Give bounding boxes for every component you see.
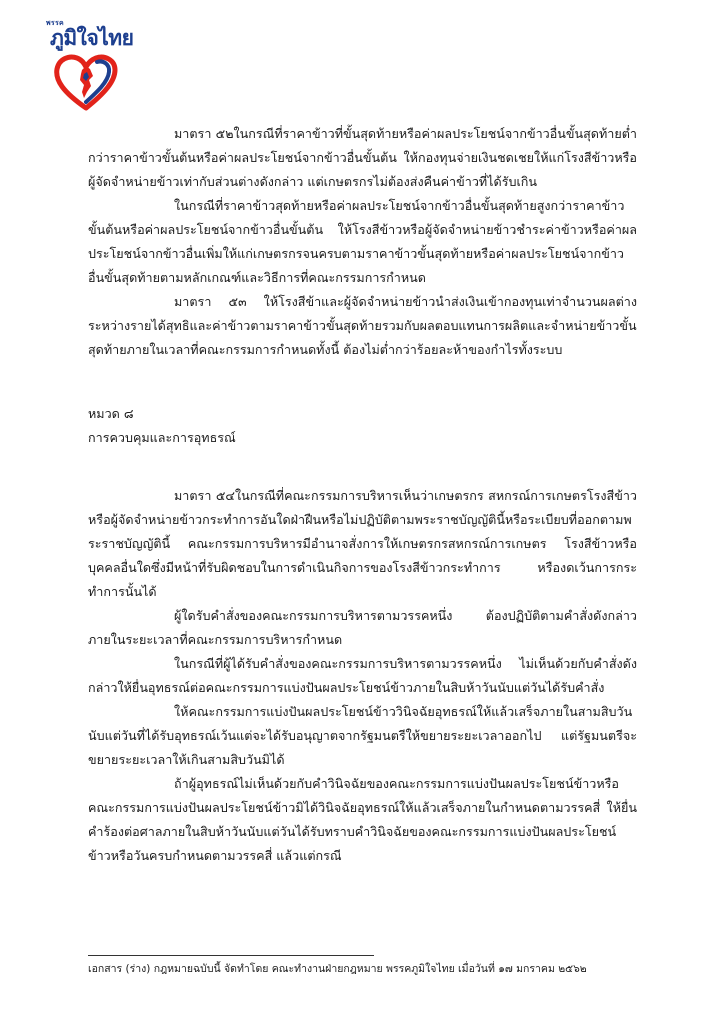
- chapter-title: การควบคุมและการอุทธรณ์: [88, 430, 236, 445]
- section-54-fourth-paragraph: ให้คณะกรรมการแบ่งปันผลประโยชน์ข้าววินิจฉัยอุทธรณ์ให้แล้วเสร็จภายในสามสิบวันนับแต่วันที่ได้รับอุทธรณ์เว้นแต่จะได้รับอนุญาตจากรัฐมนตรีให้ขยายระยะเวลาออกไป แต่รัฐมนตรีจะขยายระยะเวลาให้เกินสามสิบวันมิได้: [88, 704, 637, 767]
- section-53-paragraph: มาตรา ๕๓ ให้โรงสีข้าและผู้จัดจำหน่ายข้าวนำส่งเงินเข้ากองทุนเท่าจำนวนผลต่างระหว่างรายได้สุทธิและค่าข้าวตามราคาข้าวขั้นสุดท้ายรวมกับผลตอบแทนการผลิตและจำหน่ายข้าวขั้นสุดท้ายภายในเวลาที่คณะกรรมการกำหนดทั้งนี้ ต้องไม่ต่ำกว่าร้อยละห้าของกำไรทั้งระบบ: [88, 294, 637, 357]
- section-54-paragraph: มาตรา ๕๔ในกรณีที่คณะกรรมการบริหารเห็นว่าเกษตรกร สหกรณ์การเกษตรโรงสีข้าวหรือผู้จัดจำหน่ายข้าวกระทำการอันใดฝ่าฝืนหรือไม่ปฏิบัติตามพระราชบัญญัตินี้หรือระเบียบที่ออกตามพระราชบัญญัตินี้ คณะกรรมการบริหารมีอำนาจสั่งการให้เกษตรกรสหกรณ์การเกษตร โรงสีข้าวหรือบุคคลอื่นใดซึ่งมีหน้าที่รับผิดชอบในการดำเนินกิจการของโรงสีข้าวกระทำการ หรืองดเว้นการกระทำการนั้นได้: [88, 488, 637, 599]
- logo-small-text: พรรค: [46, 19, 65, 27]
- section-52-paragraph: มาตรา ๕๒ในกรณีที่ราคาข้าวที่ขั้นสุดท้ายหรือค่าผลประโยชน์จากข้าวอื่นขั้นสุดท้ายต่ำกว่าราคาข้าวขั้นต้นหรือค่าผลประโยชน์จากข้าวอื่นขั้นต้น ให้กองทุนจ่ายเงินชดเชยให้แก่โรงสีข้าวหรือผู้จัดจำหน่ายข้าวเท่ากับส่วนต่างดังกล่าว แต่เกษตรกรไม่ต้องส่งคืนค่าข้าวที่ได้รับเกิน: [88, 126, 637, 189]
- section-54-fifth-paragraph: ถ้าผู้อุทธรณ์ไม่เห็นด้วยกับคำวินิจฉัยของคณะกรรมการแบ่งปันผลประโยชน์ข้าวหรือคณะกรรมการแบ่งปันผลประโยชน์ข้าวมิได้วินิจฉัยอุทธรณ์ให้แล้วเสร็จภายในกำหนดตามวรรคสี่ ให้ยื่นคำร้องต่อศาลภายในสิบห้าวันนับแต่วันได้รับทราบคำวินิจฉัยของคณะกรรมการแบ่งปันผลประโยชน์ข้าวหรือวันครบกำหนดตามวรรคสี่ แล้วแต่กรณี: [88, 776, 637, 863]
- footer-divider: [88, 955, 374, 956]
- logo-wordmark: ภูมิใจไทย: [50, 26, 134, 50]
- section-54-second-paragraph: ผู้ใดรับคำสั่งของคณะกรรมการบริหารตามวรรคหนึ่ง ต้องปฏิบัติตามคำสั่งดังกล่าวภายในระยะเวลาที่คณะกรรมการบริหารกำหนด: [88, 608, 637, 647]
- footer-note: เอกสาร (ร่าง) กฎหมายฉบับนี้ จัดทำโดย คณะทำงานฝ่ายกฎหมาย พรรคภูมิใจไทย เมื่อวันที่ ๑๗ มกราคม ๒๕๖๒: [88, 963, 587, 975]
- section-54-third-paragraph: ในกรณีที่ผู้ได้รับคำสั่งของคณะกรรมการบริหารตามวรรคหนึ่ง ไม่เห็นด้วยกับคำสั่งดังกล่าวให้ยื่นอุทธรณ์ต่อคณะกรรมการแบ่งปันผลประโยชน์ข้าวภายในสิบห้าวันนับแต่วันได้รับคำสั่ง: [88, 656, 637, 695]
- section-52-second-paragraph: ในกรณีที่ราคาข้าวสุดท้ายหรือค่าผลประโยชน์จากข้าวอื่นขั้นสุดท้ายสูงกว่าราคาข้าวขั้นต้นหรือค่าผลประโยชน์จากข้าวอื่นขั้นต้น ให้โรงสีข้าวหรือผู้จัดจำหน่ายข้าวชำระค่าข้าวหรือค่าผลประโยชน์จากข้าวอื่นเพิ่มให้แก่เกษตรกรจนครบตามราคาข้าวขั้นสุดท้ายหรือค่าผลประโยชน์จากข้าวอื่นขั้นสุดท้ายตามหลักเกณฑ์และวิธีการที่คณะกรรมการกำหนด: [88, 198, 637, 285]
- document-body: [88, 122, 637, 868]
- party-logo: [46, 18, 134, 108]
- heart-map-icon: [53, 54, 119, 112]
- chapter-number: หมวด ๘: [88, 406, 134, 421]
